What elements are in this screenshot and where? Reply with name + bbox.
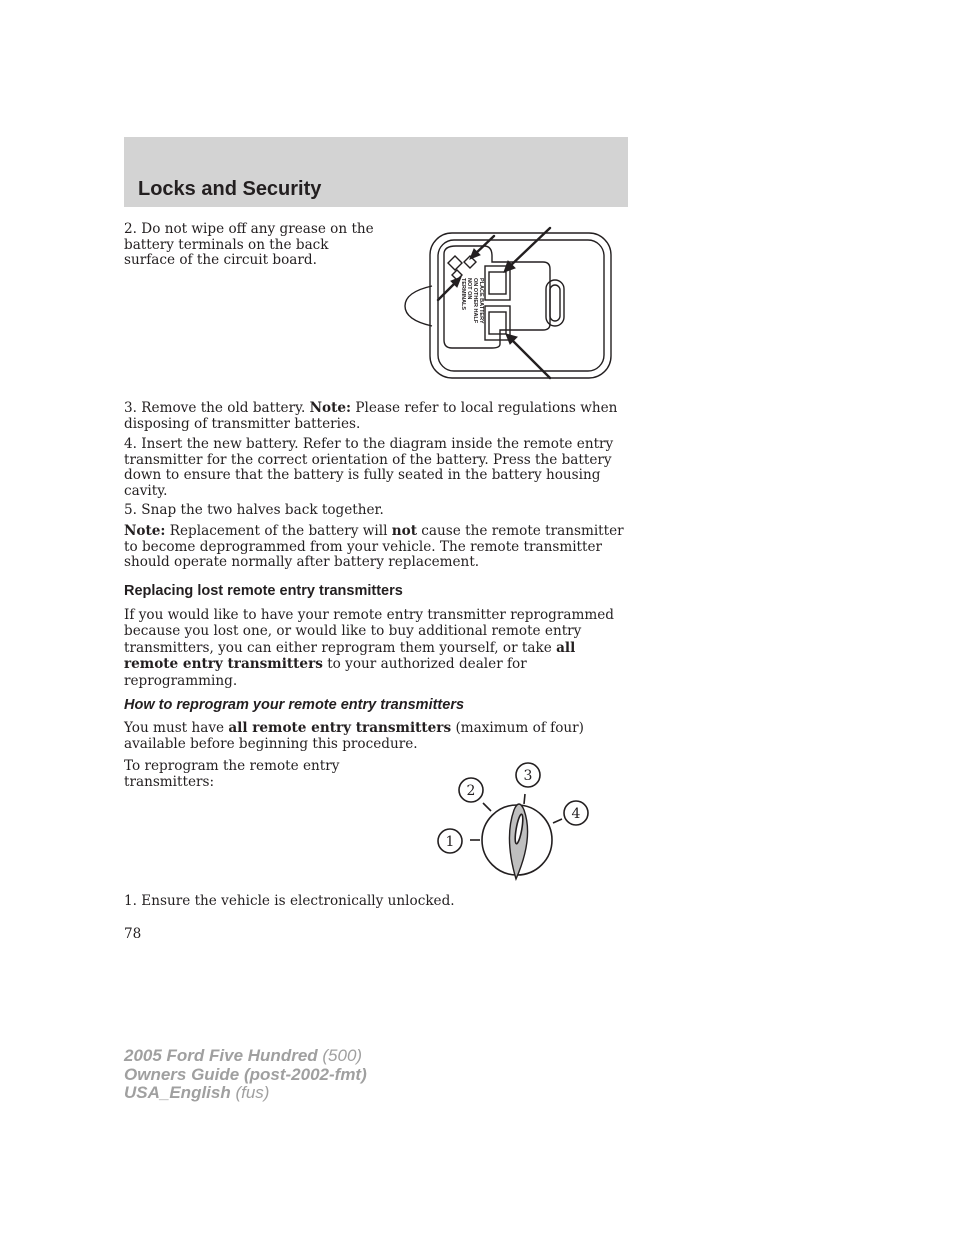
replacing-paragraph [124, 607, 624, 689]
battery-diagram [400, 224, 620, 384]
step-3-lead: 3. Remove the old battery. [124, 400, 310, 416]
position-4-tick [553, 819, 562, 823]
note-part-1: Replacement of the battery will [165, 523, 392, 539]
footer-line-3-bold: USA_English [124, 1083, 231, 1102]
document-footer [124, 1047, 367, 1103]
battery-note [124, 524, 624, 571]
replacing-part-1: If you would like to have your remote entry transmitter reprogrammed because you lost one, or would like to buy additional remote entry transmitters, you can either reprogram them yourself, or take [124, 607, 615, 656]
arrow-lower-right [510, 338, 550, 378]
reprogram-emphasis: all remote entry transmitters [228, 720, 452, 736]
ignition-diagram [430, 758, 600, 883]
step-ensure-unlocked: 1. Ensure the vehicle is electronically unlocked. [124, 893, 455, 909]
replacing-part-2: to your authorized dealer for reprogramming. [124, 656, 527, 689]
note-label: Note: [124, 523, 166, 539]
section-header [124, 137, 628, 207]
step-2-text: 2. Do not wipe off any grease on the battery terminals on the back surface of the circuit board. [124, 221, 374, 268]
note-emphasis: not [391, 523, 417, 539]
heading-how-to-reprogram: How to reprogram your remote entry transmitters [124, 697, 465, 713]
contact-diamond-1 [448, 256, 462, 270]
battery-terminal-top-pad [489, 272, 506, 294]
battery-terminal-bottom-pad [489, 312, 506, 334]
step-5-text: 5. Snap the two halves back together. [124, 502, 384, 518]
position-1-label: 1 [445, 834, 455, 850]
footer-line-2-bold: Owners Guide (post-2002-fmt) [124, 1064, 367, 1084]
footer-line-2 [124, 1066, 367, 1085]
footer-line-3 [124, 1084, 367, 1103]
position-3-tick [524, 794, 525, 804]
step-3-note-label: Note: [309, 400, 352, 416]
footer-line-3-rest: (fus) [230, 1083, 270, 1102]
reprogram-part-2: (maximum of four) available before beginning this procedure. [124, 720, 584, 753]
page-number: 78 [124, 926, 142, 942]
step-4-text: 4. Insert the new battery. Refer to the diagram inside the remote entry transmitter for the correct orientation of the battery. Press the battery down to ensure that the battery is fully seated in the battery housing cavity. [124, 436, 614, 499]
battery-label-line-2: ON OTHER HALF [472, 278, 478, 324]
position-3-label: 3 [523, 768, 533, 784]
reprogram-part-1: You must have [124, 720, 229, 736]
reprogram-intro: To reprogram the remote entry transmitters: [124, 758, 340, 790]
reprogram-requirement [124, 720, 624, 753]
section-title: Locks and Security [138, 178, 322, 200]
transmitter-button-slot [546, 280, 564, 326]
transmitter-key-ring-tab [405, 286, 432, 326]
heading-replacing-lost-transmitters: Replacing lost remote entry transmitters [124, 583, 403, 599]
position-4-label: 4 [571, 806, 581, 822]
footer-line-1 [124, 1047, 367, 1066]
note-part-2: cause the remote transmitter to become deprogrammed from your vehicle. The remote transmitter should operate normally after battery replacement. [124, 523, 624, 570]
footer-line-1-rest: (500) [317, 1046, 363, 1065]
replacing-emphasis: all remote entry transmitters [124, 639, 576, 673]
transmitter-button-slot-inner [550, 285, 560, 321]
step-3-text [124, 401, 624, 432]
step-3-rest: Please refer to local regulations when disposing of transmitter batteries. [124, 400, 618, 432]
battery-label [460, 278, 484, 324]
position-2-tick [483, 803, 491, 811]
battery-label-line-1: PLACE BATTERY [478, 278, 484, 324]
position-2-label: 2 [466, 783, 476, 799]
battery-label-line-4: TERMINALS [460, 278, 466, 311]
footer-line-1-bold: 2005 Ford Five Hundred [124, 1046, 318, 1065]
battery-label-line-3: NOT ON [466, 278, 472, 300]
